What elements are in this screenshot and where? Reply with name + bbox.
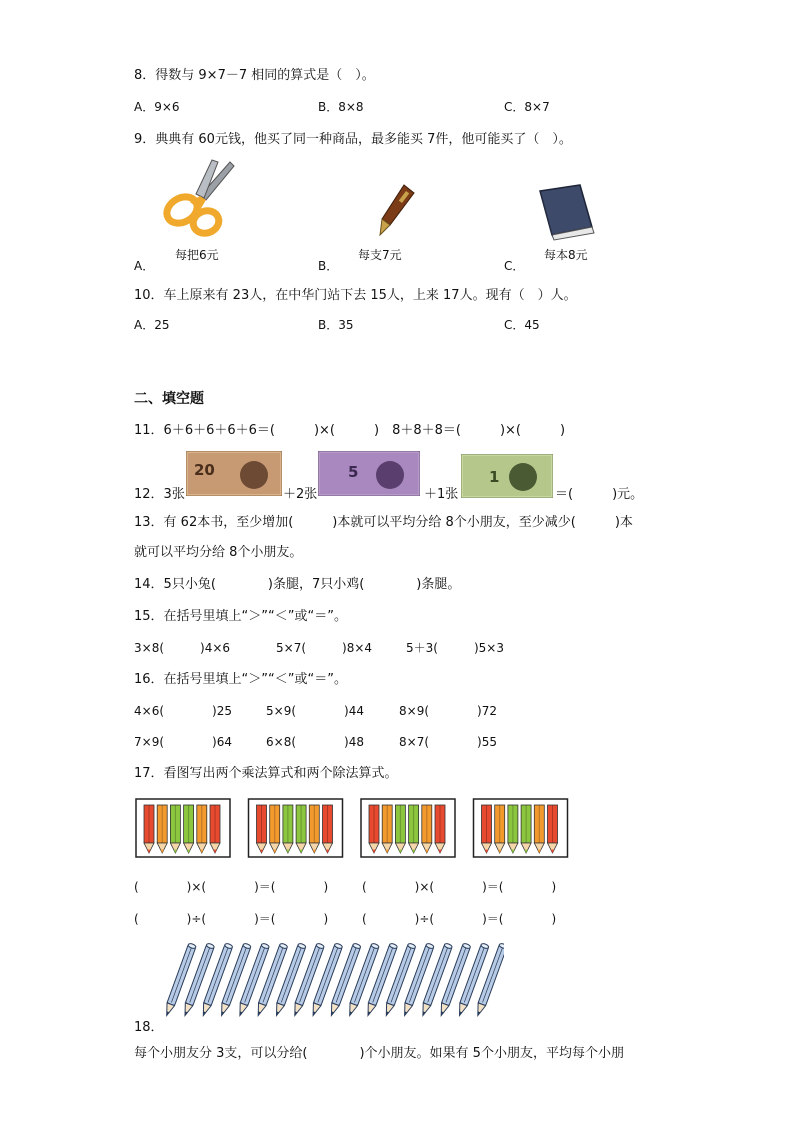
- scissors-icon: [160, 158, 238, 240]
- pencil: [435, 805, 445, 853]
- banknote-20-value: 20: [194, 461, 215, 479]
- pencil-boxes: [134, 797, 684, 861]
- pencil: [296, 805, 306, 853]
- q9-caption-b: 每支7元: [358, 248, 402, 262]
- pencil-box: [474, 799, 568, 857]
- banknote-1-icon: [461, 454, 553, 498]
- q15-item: 3×8( )4×6: [134, 641, 231, 655]
- q17-stem: 17．看图写出两个乘法算式和两个除法算式。: [134, 766, 398, 781]
- q17-mul-2: ( )×( )＝( ): [362, 880, 557, 894]
- q15-item: 5＋3( )5×3: [406, 641, 504, 655]
- q14-stem: 14．5只小兔( )条腿，7只小鸡( )条腿。: [134, 577, 461, 592]
- pencil-box: [136, 799, 230, 857]
- q10-option-c[interactable]: C．45: [504, 318, 540, 332]
- q8-option-b[interactable]: B．8×8: [318, 100, 364, 114]
- pencil: [422, 805, 432, 853]
- q10-option-a[interactable]: A．25: [134, 318, 170, 332]
- pencil: [382, 805, 392, 853]
- pencil: [270, 805, 280, 853]
- pencil: [184, 805, 194, 853]
- q9-option-b[interactable]: B．: [318, 259, 339, 273]
- q12-tail: ＝( )元。: [555, 487, 644, 502]
- pencil: [369, 805, 379, 853]
- pencil: [170, 805, 180, 853]
- q12-plus1: ＋1张: [424, 487, 459, 502]
- banknote-5-icon: [318, 451, 420, 496]
- q8-stem: 8．得数与 9×7－7 相同的算式是（ ）。: [134, 68, 375, 83]
- q17-mul-1: ( )×( )＝( ): [134, 880, 329, 894]
- q17-div-1: ( )÷( )＝( ): [134, 912, 329, 926]
- section-title: 二、填空题: [134, 391, 204, 407]
- banknote-20-icon: [186, 451, 282, 496]
- pencil: [197, 805, 207, 853]
- pencil: [283, 805, 293, 853]
- pencil: [144, 805, 154, 853]
- pencil: [257, 805, 267, 853]
- q16-item: 7×9( )64: [134, 735, 232, 749]
- pencil: [482, 805, 492, 853]
- q15-stem: 15．在括号里填上“＞”“＜”或“＝”。: [134, 609, 347, 624]
- q12-lead: 12．3张: [134, 487, 185, 502]
- pencil: [508, 805, 518, 853]
- q18-line: 每个小朋友分 3支，可以分给( )个小朋友。如果有 5个小朋友，平均每个小朋: [134, 1046, 624, 1061]
- pencil: [309, 805, 319, 853]
- q16-stem: 16．在括号里填上“＞”“＜”或“＝”。: [134, 672, 347, 687]
- q16-item: 8×7( )55: [399, 735, 497, 749]
- q9-option-a[interactable]: A．: [134, 259, 155, 273]
- pencil: [395, 805, 405, 853]
- pencil: [548, 805, 558, 853]
- q8-option-c[interactable]: C．8×7: [504, 100, 550, 114]
- pencil: [409, 805, 419, 853]
- q13-line1: 13．有 62本书，至少增加( )本就可以平均分给 8个小朋友，至少减少( )本: [134, 515, 633, 530]
- banknote-1-value: 1: [489, 468, 500, 486]
- q8-option-a[interactable]: A．9×6: [134, 100, 180, 114]
- q16-item: 6×8( )48: [266, 735, 364, 749]
- pencil: [210, 805, 220, 853]
- pencil: [521, 805, 531, 853]
- q16-item: 4×6( )25: [134, 704, 232, 718]
- q9-stem: 9．典典有 60元钱，他买了同一种商品，最多能买 7件，他可能买了（ ）。: [134, 132, 572, 147]
- q18-number: 18．: [134, 1020, 164, 1035]
- q15-item: 5×7( )8×4: [276, 641, 373, 655]
- fountain-pen-icon: [374, 181, 420, 239]
- q13-line2: 就可以平均分给 8个小朋友。: [134, 545, 303, 560]
- pencil-box: [361, 799, 455, 857]
- q9-caption-a: 每把6元: [175, 248, 219, 262]
- q12-plus2: ＋2张: [283, 487, 318, 502]
- q9-caption-c: 每本8元: [544, 248, 588, 262]
- q16-item: 5×9( )44: [266, 704, 364, 718]
- book-icon: [536, 183, 598, 241]
- q11-stem: 11．6＋6＋6＋6＋6＝( )×( ) 8＋8＋8＝( )×( ): [134, 423, 566, 438]
- banknote-5-value: 5: [348, 463, 359, 481]
- q16-item: 8×9( )72: [399, 704, 497, 718]
- pencil: [495, 805, 505, 853]
- q9-option-c[interactable]: C．: [504, 259, 525, 273]
- pencil-box: [249, 799, 343, 857]
- pencil: [323, 805, 333, 853]
- q10-stem: 10．车上原来有 23人，在中华门站下去 15人，上来 17人。现有（ ）人。: [134, 288, 577, 303]
- pencil: [534, 805, 544, 853]
- q10-option-b[interactable]: B．35: [318, 318, 354, 332]
- pencil: [157, 805, 167, 853]
- pencil-row: [164, 940, 504, 1026]
- q17-div-2: ( )÷( )＝( ): [362, 912, 557, 926]
